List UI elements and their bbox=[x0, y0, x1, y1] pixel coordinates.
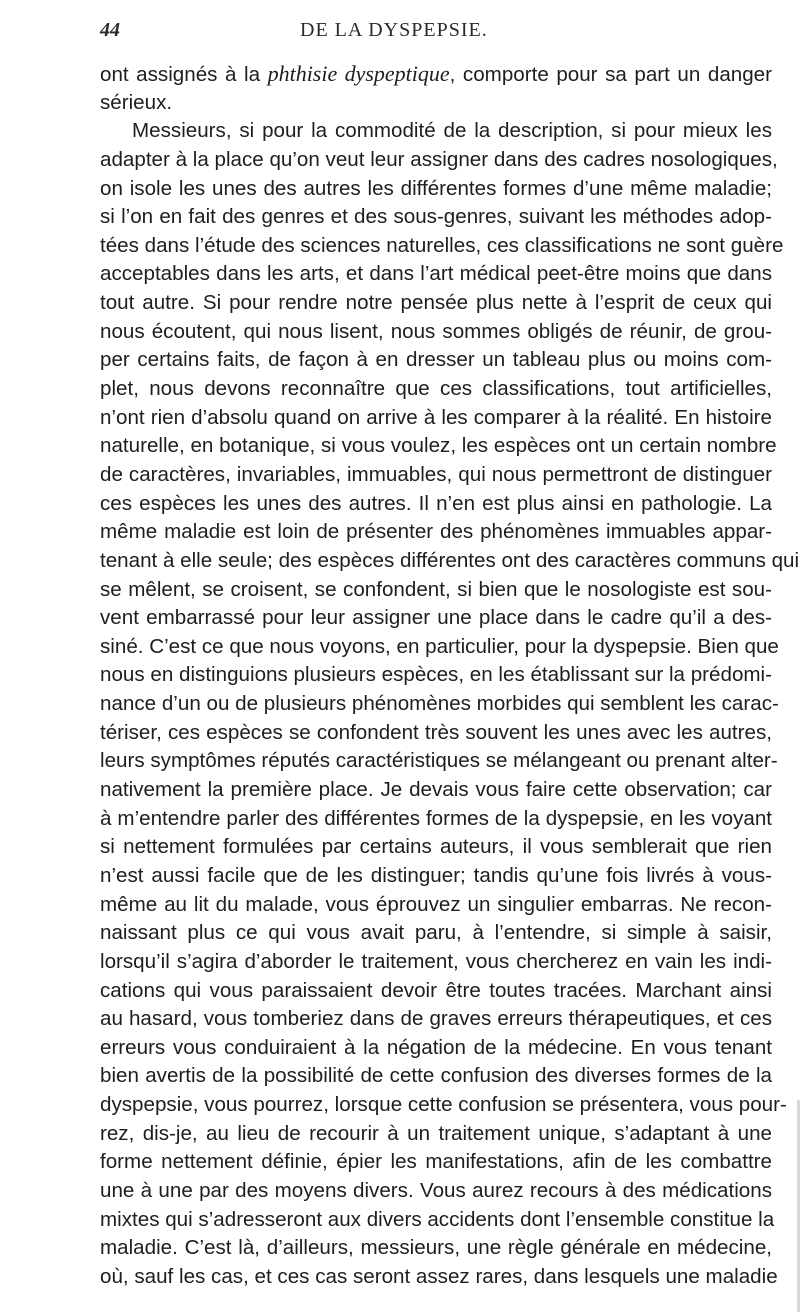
text-line: n’ont rien d’absolu quand on arrive à les comparer à la réalité. En histoire bbox=[100, 405, 772, 429]
text-line: à m’entendre parler des différentes formes de la dyspepsie, en les voyant bbox=[100, 806, 772, 830]
text-line: adapter à la place qu’on veut leur assigner dans des cadres nosologiques, bbox=[100, 147, 778, 171]
text-line: tout autre. Si pour rendre notre pensée plus nette à l’esprit de ceux qui bbox=[100, 291, 772, 315]
text-line: erreurs vous conduiraient à la négation de la médecine. En vous tenant bbox=[100, 1035, 772, 1059]
page-header bbox=[100, 19, 765, 45]
italic-term: phthisie dyspeptique bbox=[267, 61, 450, 86]
page-number: 44 bbox=[100, 19, 120, 41]
text-line: rez, dis-je, au lieu de recourir à un traitement unique, s’adaptant à une bbox=[100, 1121, 772, 1145]
text-line: maladie. C’est là, d’ailleurs, messieurs, une règle générale en médecine, bbox=[100, 1236, 772, 1260]
text-line: n’est aussi facile que de les distinguer; tandis qu’une fois livrés à vous- bbox=[100, 863, 772, 887]
text-line: on isole les unes des autres les différentes formes d’une même maladie; bbox=[100, 176, 772, 200]
text-line: lorsqu’il s’agira d’aborder le traitement, vous chercherez en vain les indi- bbox=[100, 949, 772, 973]
text-line: sérieux. bbox=[100, 90, 173, 114]
text-line: per certains faits, de façon à en dresser un tableau plus ou moins com- bbox=[100, 348, 772, 372]
text-line: naturelle, en botanique, si vous voulez, les espèces ont un certain nombre bbox=[100, 434, 777, 458]
text-line: où, sauf les cas, et ces cas seront assez rares, dans lesquels une maladie bbox=[100, 1264, 778, 1288]
text-line: ces espèces les unes des autres. Il n’en est plus ainsi en pathologie. La bbox=[100, 491, 772, 515]
text-line: mixtes qui s’adresseront aux divers accidents dont l’ensemble constitue la bbox=[100, 1207, 775, 1231]
text-line: si l’on en fait des genres et des sous-genres, suivant les méthodes adop- bbox=[100, 205, 772, 229]
text-line: plet, nous devons reconnaître que ces classifications, tout artificielles, bbox=[100, 377, 772, 401]
text-line: de caractères, invariables, immuables, qui nous permettront de distinguer bbox=[100, 462, 772, 486]
text-line: bien avertis de la possibilité de cette confusion des diverses formes de la bbox=[100, 1064, 772, 1088]
paragraph-start-line: Messieurs, si pour la commodité de la description, si pour mieux les bbox=[132, 119, 772, 143]
text-line: tériser, ces espèces se confondent très souvent les unes avec les autres, bbox=[100, 720, 772, 744]
text-line: siné. C’est ce que nous voyons, en particulier, pour la dyspepsie. Bien que bbox=[100, 634, 779, 658]
text-line: leurs symptômes réputés caractéristiques se mélangeant ou prenant alter- bbox=[100, 749, 778, 773]
text-line: tées dans l’étude des sciences naturelles, ces classifications ne sont guère bbox=[100, 233, 784, 257]
running-head: DE LA DYSPEPSIE. bbox=[300, 19, 488, 41]
text-line: au hasard, vous tomberiez dans de graves erreurs thérapeutiques, et ces bbox=[100, 1007, 772, 1031]
text-line: une à une par des moyens divers. Vous aurez recours à des médications bbox=[100, 1178, 772, 1202]
text-line: tenant à elle seule; des espèces différentes ont des caractères communs qui bbox=[100, 548, 800, 572]
text-line: même maladie est loin de présenter des phénomènes immuables appar- bbox=[100, 520, 772, 544]
text-line: ont assignés à la phthisie dyspeptique, comporte pour sa part un danger bbox=[100, 61, 772, 86]
text-line: nativement la première place. Je devais vous faire cette observation; car bbox=[100, 778, 772, 802]
text-line: acceptables dans les arts, et dans l’art médical peet-être moins que dans bbox=[100, 262, 772, 286]
text-line: se mêlent, se croisent, se confondent, si bien que le nosologiste est sou- bbox=[100, 577, 772, 601]
text-line: cations qui vous paraissaient devoir être toutes tracées. Marchant ainsi bbox=[100, 978, 772, 1002]
text-line: vent embarrassé pour leur assigner une place dans le cadre qu’il a des- bbox=[100, 606, 772, 630]
text-line: naissant plus ce qui vous avait paru, à l’entendre, si simple à saisir, bbox=[100, 921, 772, 945]
text-line: même au lit du malade, vous éprouvez un singulier embarras. Ne recon- bbox=[100, 892, 772, 916]
text-line: nance d’un ou de plusieurs phénomènes morbides qui semblent les carac- bbox=[100, 692, 779, 716]
text-line: nous écoutent, qui nous lisent, nous sommes obligés de réunir, de grou- bbox=[100, 319, 772, 343]
text-line: forme nettement définie, épier les manifestations, afin de les combattre bbox=[100, 1150, 772, 1174]
text-line: si nettement formulées par certains auteurs, il vous semblerait que rien bbox=[100, 835, 772, 859]
text-line: nous en distinguions plusieurs espèces, en les établissant sur la prédomi- bbox=[100, 663, 772, 687]
text-line: dyspepsie, vous pourrez, lorsque cette confusion se présentera, vous pour- bbox=[100, 1093, 787, 1117]
body-text bbox=[100, 60, 800, 1292]
